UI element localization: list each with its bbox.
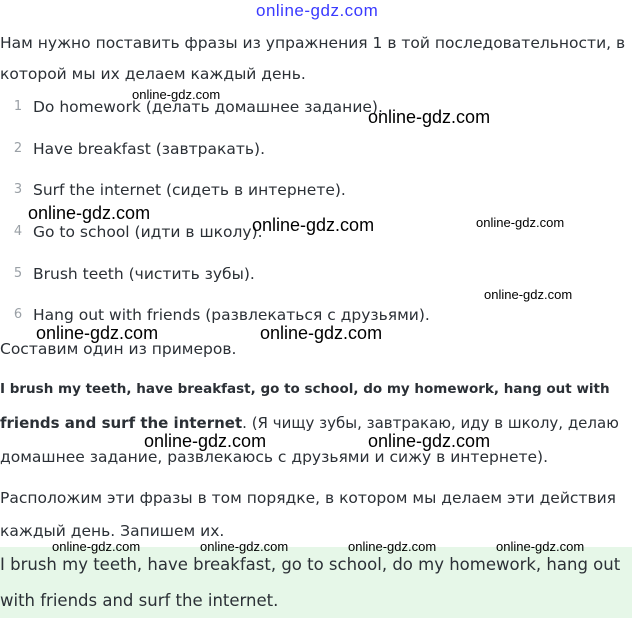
watermark: online-gdz.com: [484, 287, 573, 302]
example-line-3: домашнее задание, развлекаюсь с друзьями и сижу в интернете).: [0, 448, 549, 466]
watermark: online-gdz.com: [132, 87, 221, 102]
watermark: online-gdz.com: [368, 107, 491, 127]
list-number: 2: [13, 141, 23, 156]
instruction-line-1: Расположим эти фразы в том порядке, в котором мы делаем эти действия: [0, 489, 616, 507]
watermark: online-gdz.com: [260, 323, 383, 343]
list-number: 5: [13, 266, 23, 281]
answer-line-1: I brush my teeth, have breakfast, go to school, do my homework, hang out: [0, 555, 621, 574]
answer-line-2: with friends and surf the internet.: [0, 591, 279, 610]
watermark: online-gdz.com: [52, 539, 141, 554]
list-item: Hang out with friends (развлекаться с друзьями).: [33, 306, 430, 324]
list-item: Surf the internet (сидеть в интернете).: [33, 181, 346, 199]
example-translation-start: . (Я чищу зубы, завтракаю, иду в школу, делаю: [242, 414, 619, 432]
watermark: online-gdz.com: [476, 215, 565, 230]
list-item: Go to school (идти в школу).: [33, 223, 263, 241]
watermark: online-gdz.com: [36, 323, 159, 343]
watermark: online-gdz.com: [144, 431, 267, 451]
list-number: 4: [13, 224, 23, 239]
watermark: online-gdz.com: [496, 539, 585, 554]
watermark: online-gdz.com: [348, 539, 437, 554]
example-lead: Составим один из примеров.: [0, 340, 237, 358]
example-bold-line-2: friends and surf the internet: [0, 414, 243, 432]
example-bold-line-1: I brush my teeth, have breakfast, go to school, do my homework, hang out with: [0, 381, 610, 397]
list-number: 1: [13, 99, 23, 114]
intro-line-2: которой мы их делаем каждый день.: [0, 65, 306, 83]
list-item: Do homework (делать домашнее задание).: [33, 98, 383, 116]
watermark: online-gdz.com: [252, 215, 375, 235]
example-line-2: [0, 413, 619, 433]
list-item: Brush teeth (чистить зубы).: [33, 265, 255, 283]
intro-line-1: Нам нужно поставить фразы из упражнения 1 в той последовательности, в: [0, 34, 626, 52]
watermark: online-gdz.com: [200, 539, 289, 554]
instruction-line-2: каждый день. Запишем их.: [0, 522, 225, 540]
watermark-top: online-gdz.com: [256, 1, 379, 20]
watermark: online-gdz.com: [368, 431, 491, 451]
list-number: 6: [13, 307, 23, 322]
watermark: online-gdz.com: [28, 203, 151, 223]
list-item: Have breakfast (завтракать).: [33, 140, 265, 158]
list-number: 3: [13, 182, 23, 197]
